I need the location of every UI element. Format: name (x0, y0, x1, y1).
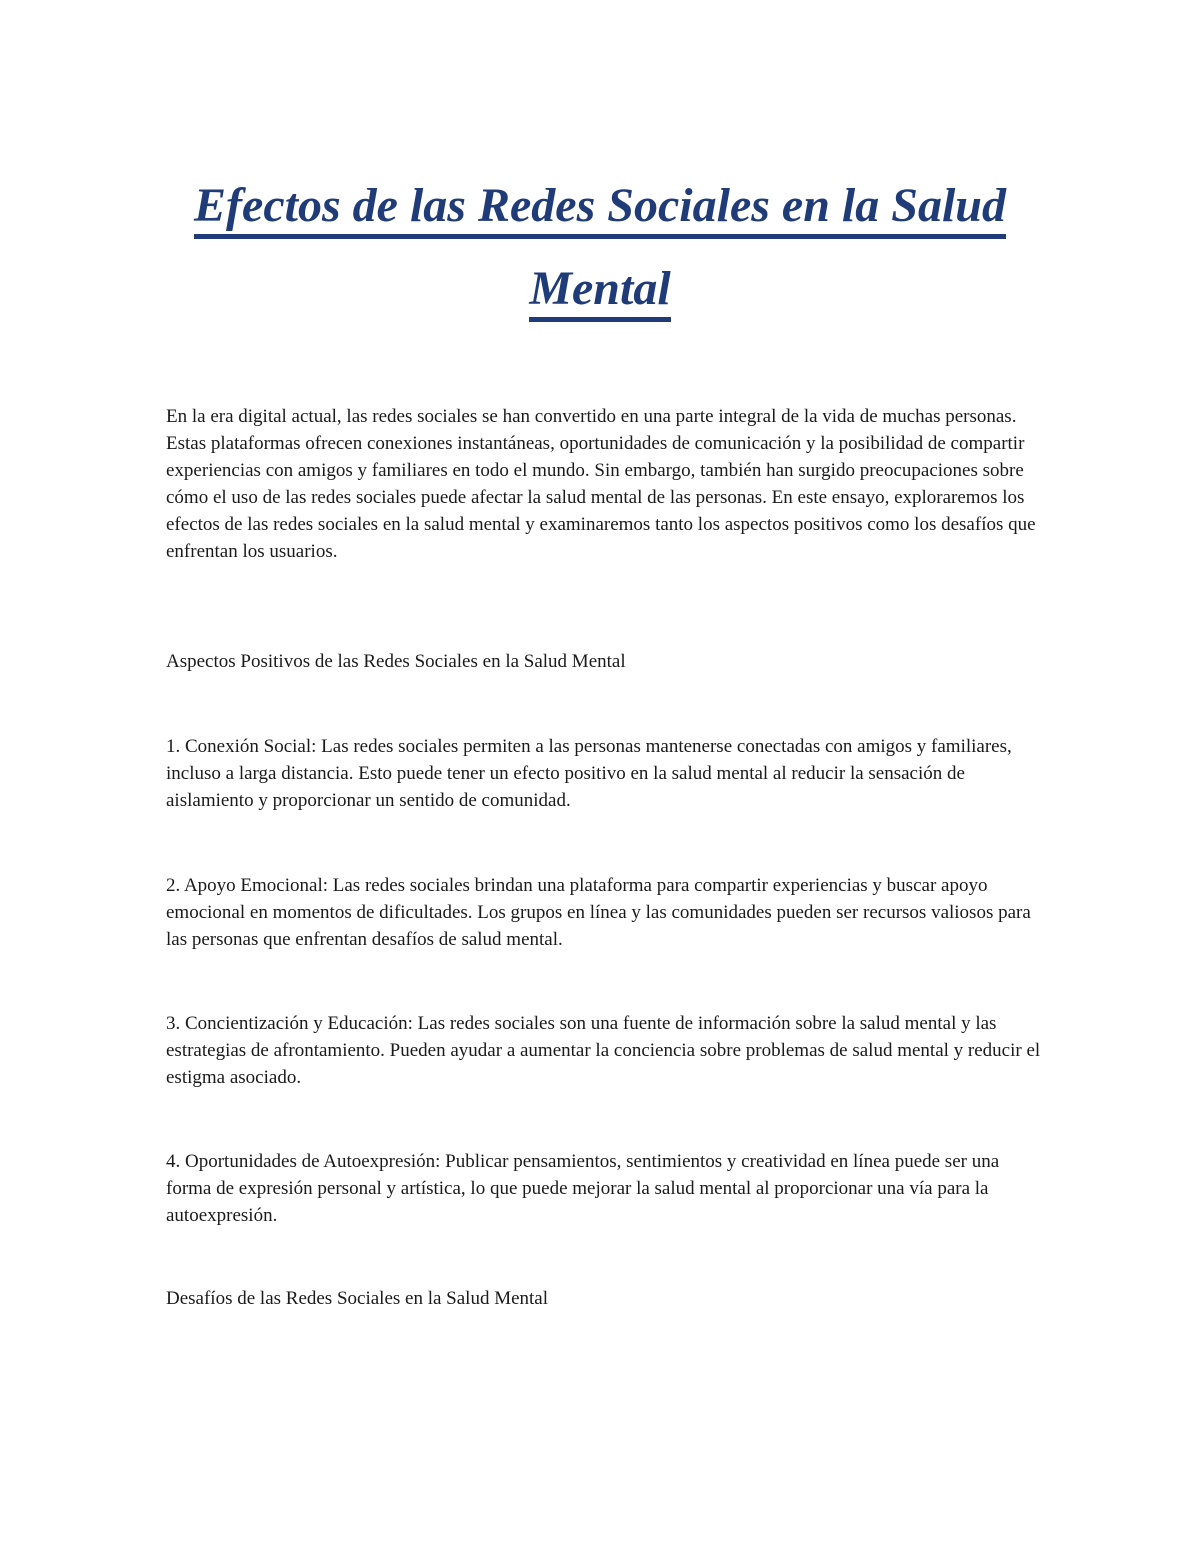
document-title (150, 178, 1050, 322)
list-item-self-expression: 4. Oportunidades de Autoexpresión: Publicar pensamientos, sentimientos y creatividad en línea puede ser una forma de expresión personal y artística, lo que puede mejorar la salud mental al proporcionar una vía para la autoexpresión. (166, 1151, 1000, 1226)
section-heading-challenges: Desafíos de las Redes Sociales en la Salud Mental (166, 1288, 549, 1309)
list-item-awareness-education: 3. Concientización y Educación: Las redes sociales son una fuente de información sobre la salud mental y las estrategias de afrontamiento. Pueden ayudar a aumentar la conciencia sobre problemas de salud mental y reducir el estigma asociado. (166, 1013, 1041, 1088)
intro-paragraph: En la era digital actual, las redes sociales se han convertido en una parte integral de la vida de muchas personas. Estas plataformas ofrecen conexiones instantáneas, oportunidades de comunicación y la posibilidad de compartir experiencias con amigos y familiares en todo el mundo. Sin embargo, también han surgido preocupaciones sobre cómo el uso de las redes sociales puede afectar la salud mental de las personas. En este ensayo, exploraremos los efectos de las redes sociales en la salud mental y examinaremos tanto los aspectos positivos como los desafíos que enfrentan los usuarios. (166, 406, 1036, 562)
title-line-2: Mental (529, 261, 670, 322)
section-heading-positive: Aspectos Positivos de las Redes Sociales en la Salud Mental (166, 651, 626, 672)
title-line-1: Efectos de las Redes Sociales en la Salud (194, 178, 1006, 239)
list-item-emotional-support: 2. Apoyo Emocional: Las redes sociales brindan una plataforma para compartir experiencias y buscar apoyo emocional en momentos de dificultades. Los grupos en línea y las comunidades pueden ser recursos valiosos para las personas que enfrentan desafíos de salud mental. (166, 875, 1031, 950)
list-item-social-connection: 1. Conexión Social: Las redes sociales permiten a las personas mantenerse conectadas con amigos y familiares, incluso a larga distancia. Esto puede tener un efecto positivo en la salud mental al reducir la sensación de aislamiento y proporcionar un sentido de comunidad. (166, 736, 1012, 811)
